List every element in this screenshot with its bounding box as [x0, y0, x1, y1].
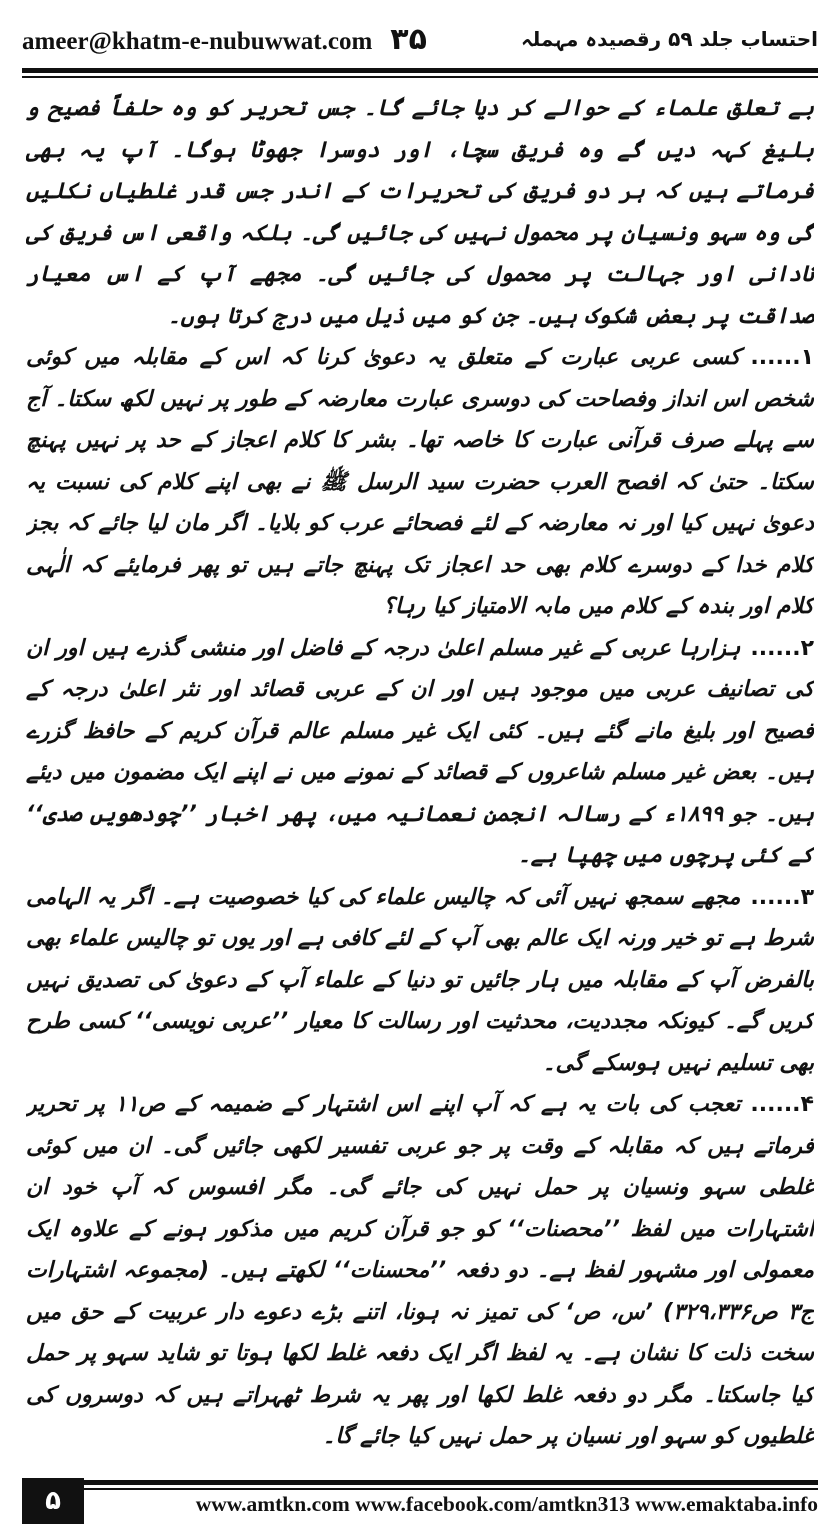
header-left — [22, 22, 427, 57]
header-page-number: ۳۵ — [390, 21, 427, 57]
point-number: ۴...... — [750, 1092, 814, 1117]
footer-rule-thin — [84, 1488, 818, 1490]
paragraph-point-4 — [26, 1084, 814, 1458]
point-number: ۱...... — [750, 345, 814, 370]
paragraph-text: ہزارہا عربی کے غیر مسلم اعلیٰ درجہ کے فاضل اور منشی گذرے ہیں اور ان کی تصانیف عربی میں موجود ہیں اور ان کے عربی قصائد اور نثر اعلیٰ درجہ کے فصیح اور بلیغ مانے گئے ہیں۔ کئی ایک غیر مسلم عالم قرآن کریم کے حافظ گزرے ہیں۔ بعض غیر مسلم شاعروں کے قصائد کے نمونے میں نے اپنے ایک مضمون میں دیئے ہیں۔ جو ۱۸۹۹ء کے رسالہ انجمن نعمانیہ میں، پھر اخبار ’’چودھویں صدی‘‘ کے کئی پرچوں میں چھپا ہے۔ — [26, 635, 814, 868]
paragraph-point-3 — [26, 877, 814, 1085]
point-number: ۳...... — [750, 884, 814, 910]
page-footer — [22, 1478, 818, 1524]
footer-links-area — [84, 1478, 818, 1524]
footer-rule-thick — [84, 1480, 818, 1485]
paragraph-text: کسی عربی عبارت کے متعلق یہ دعویٰ کرنا کہ اس کے مقابلہ میں کوئی شخص اس انداز وفصاحت کی دوسری عبارت معارضہ کے طور پر نہیں لکھ سکتا۔ آج سے پہلے صرف قرآنی عبارت کا خاصہ تھا۔ بشر کا کلام اعجاز کے حد پر نہیں پہنچ سکتا۔ حتیٰ کہ افصح العرب حضرت سید الرسل ﷺ نے بھی اپنے کلام کی نسبت یہ دعویٰ نہیں کیا اور نہ معارضہ کے لئے فصحائے عرب کو بلایا۔ اگر مان لیا جائے کہ بجز کلام خدا کے دوسرے کلام بھی حد اعجاز تک پہنچ جاتے ہیں تو پھر فرمایئے کہ الٰہی کلام اور بندہ کے کلام میں مابہ الامتیاز کیا رہا؟ — [26, 345, 814, 619]
header-rule-thick — [22, 68, 818, 73]
paragraph-point-1 — [26, 337, 814, 628]
paragraph-text: بے تعلق علماء کے حوالے کر دیا جائے گا۔ جس تحریر کو وہ حلفاً فصیح و بلیغ کہہ دیں گے وہ فریق سچا، اور دوسرا جھوٹا ہوگا۔ آپ یہ بھی فرماتے ہیں کہ ہر دو فریق کی تحریرات کے اندر جس قدر غلطیاں نکلیں گی وہ سہو ونسیان پر محمول نہیں کی جائیں گی۔ بلکہ واقعی اس فریق کی نادانی اور جہالت پر محمول کی جائیں گی۔ مجھے آپ کے اس معیار صداقت پر بعض شکوک ہیں۔ جن کو میں ذیل میں درج کرتا ہوں۔ — [26, 96, 814, 329]
header-email: ameer@khatm-e-nubuwwat.com — [22, 27, 373, 55]
footer-page-number: ۵ — [22, 1478, 84, 1524]
paragraph-point-2 — [26, 628, 814, 877]
header-rule-thin — [22, 76, 818, 78]
paragraph-text: تعجب کی بات یہ ہے کہ آپ اپنے اس اشتہار کے ضمیمہ کے ص۱۱ پر تحریر فرماتے ہیں کہ مقابلہ کے وقت پر جو عربی تفسیر لکھی جائیں گی۔ ان میں کوئی غلطی سہو ونسیان پر حمل نہیں کی جائے گی۔ مگر افسوس کہ آپ خود ان اشتہارات میں لفظ ’’محصنات‘‘ کو جو قرآن کریم میں مذکور ہونے کے علاوہ ایک معمولی اور مشہور لفظ ہے۔ دو دفعہ ’’محسنات‘‘ لکھتے ہیں۔ (مجموعہ اشتہارات ج۳ ص۳۲۹،۳۳۶) ’س، ص‘ کی تمیز نہ ہونا، اتنے بڑے دعوے دار عربیت کے حق میں سخت ذلت کا نشان ہے۔ یہ لفظ اگر ایک دفعہ غلط لکھا ہوتا تو شاید سہو پر حمل کیا جاسکتا۔ مگر دو دفعہ غلط لکھا اور پھر یہ شرط ٹھہراتے ہیں کہ دوسروں کی غلطیوں کو سہو اور نسیان پر حمل نہیں کیا جائے گا۔ — [26, 1092, 814, 1449]
paragraph-intro — [26, 88, 814, 337]
footer-links[interactable]: www.amtkn.com www.facebook.com/amtkn313 www.emaktaba.info — [195, 1492, 818, 1516]
paragraph-text: مجھے سمجھ نہیں آئی کہ چالیس علماء کی کیا خصوصیت ہے۔ اگر یہ الہامی شرط ہے تو خیر ورنہ ایک عالم بھی آپ کے لئے کافی ہے اور یوں تو چالیس علماء بھی بالفرض آپ کے مقابلہ میں ہار جائیں تو دنیا کے علماء آپ کے دعویٰ کی تصدیق نہیں کریں گے۔ کیونکہ مجددیت، محدثیت اور رسالت کا معیار ’’عربی نویسی‘‘ کسی طرح بھی تسلیم نہیں ہوسکے گی۔ — [26, 884, 814, 1076]
page-header — [22, 14, 818, 64]
body-text — [26, 88, 814, 1463]
header-book-title: احتساب جلد ۵۹ رقصیدہ مہملہ — [521, 27, 818, 51]
point-number: ۲...... — [750, 635, 814, 661]
